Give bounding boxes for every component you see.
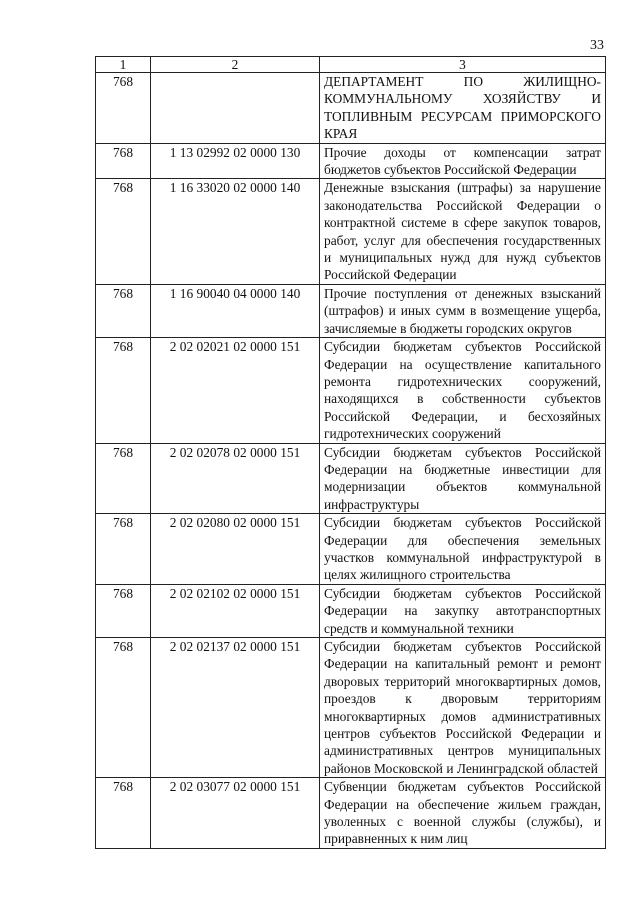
description-line: приравненных к ним лиц xyxy=(324,831,468,847)
revenue-code-cell: 2 02 02021 02 0000 151 xyxy=(151,338,320,443)
table-row xyxy=(96,143,606,179)
description-line: центров субъектов Российской Федерации и xyxy=(324,726,601,742)
revenue-description-cell xyxy=(320,284,606,337)
table-row xyxy=(96,179,606,284)
table-body xyxy=(96,73,606,849)
column-header-1: 1 xyxy=(96,57,151,73)
description-line: Федерации на закупку автотранспортных xyxy=(324,603,601,619)
administrator-code-cell: 768 xyxy=(96,73,151,144)
description-line: Российской Федерации xyxy=(324,267,457,283)
administrator-code-cell: 768 xyxy=(96,584,151,637)
description-line: муниципальных нужд для нужд субъектов xyxy=(339,250,601,266)
description-line: Субсидии бюджетам субъектов Российской xyxy=(324,585,601,601)
description-line: закупок товаров, работ, услуг для xyxy=(324,215,601,248)
administrator-code-cell: 768 xyxy=(96,284,151,337)
description-line: Денежные взыскания (штрафы) за xyxy=(324,180,532,196)
description-line: средств и коммунальной техники xyxy=(324,620,514,636)
description-line: целях жилищного строительства xyxy=(324,567,511,583)
revenue-description-cell xyxy=(320,443,606,514)
administrator-code-cell: 768 xyxy=(96,638,151,778)
revenue-code-cell: 2 02 02102 02 0000 151 xyxy=(151,584,320,637)
revenue-code-cell xyxy=(151,73,320,144)
administrator-code-cell: 768 xyxy=(96,338,151,443)
description-line: многоквартирных домов административных xyxy=(324,708,601,724)
table-row xyxy=(96,778,606,849)
description-line: обеспечения государственных и xyxy=(324,232,601,266)
description-line: Федерации на капитальный ремонт и ремонт xyxy=(324,656,601,672)
revenue-code-cell: 2 02 02080 02 0000 151 xyxy=(151,514,320,585)
revenue-description-cell xyxy=(320,638,606,778)
revenue-code-cell: 2 02 03077 02 0000 151 xyxy=(151,778,320,849)
description-line: округов xyxy=(527,320,572,336)
description-line: Субсидии бюджетам субъектов Российской xyxy=(324,515,601,531)
description-line: участков коммунальной инфраструктурой в xyxy=(324,549,601,565)
revenue-code-cell: 1 16 90040 04 0000 140 xyxy=(151,284,320,337)
description-line: ТОПЛИВНЫМ РЕСУРСАМ xyxy=(324,108,493,124)
revenue-description-cell xyxy=(320,778,606,849)
description-line: уволенных с военной службы (службы), и xyxy=(324,814,601,830)
description-line: КОММУНАЛЬНОМУ ХОЗЯЙСТВУ И xyxy=(324,91,601,107)
description-line: Федерации о контрактной системе в сфере xyxy=(324,197,601,231)
table-row xyxy=(96,443,606,514)
revenue-description-cell xyxy=(320,514,606,585)
table-header-row xyxy=(96,57,606,73)
description-line: домов, проездов к дворовым территориям xyxy=(324,673,601,707)
column-header-3: 3 xyxy=(320,57,606,73)
description-line: Субсидии бюджетам субъектов Российской xyxy=(324,639,601,654)
description-line: административных центров муниципальных xyxy=(324,743,601,759)
description-line: Прочие доходы от компенсации затрат xyxy=(324,144,601,160)
description-line: Федерации на осуществление капитального xyxy=(324,356,601,372)
table-row xyxy=(96,338,606,443)
revenue-description-cell xyxy=(320,584,606,637)
description-line: (штрафов) и иных сумм в возмещение xyxy=(324,303,551,319)
description-line: бюджетов субъектов Российской Федерации xyxy=(324,162,577,178)
table-row xyxy=(96,514,606,585)
description-line: областей xyxy=(547,760,598,776)
revenue-code-cell: 2 02 02137 02 0000 151 xyxy=(151,638,320,778)
description-line: ПРИМОРСКОГО КРАЯ xyxy=(324,108,601,142)
description-line: Федерации для обеспечения земельных xyxy=(324,532,601,548)
description-line: инфраструктуры xyxy=(324,496,420,512)
description-line: ущерба, зачисляемые в бюджеты городских xyxy=(324,303,601,336)
column-header-2: 2 xyxy=(151,57,320,73)
description-line: гидротехнических сооружений xyxy=(324,426,501,442)
description-line: Российской Федерации, и бесхозяйных xyxy=(324,408,601,424)
description-line: Прочие поступления от денежных взысканий xyxy=(324,285,601,301)
page-number: 33 xyxy=(590,38,604,53)
revenue-description-cell xyxy=(320,338,606,443)
description-line: ремонта гидротехнических сооружений, xyxy=(324,373,601,389)
description-line: нарушение законодательства Российской xyxy=(324,180,601,213)
administrator-code-cell: 768 xyxy=(96,143,151,179)
description-line: районов Московской и Ленинградской xyxy=(324,760,544,776)
description-line: Субвенции бюджетам субъектов Российской xyxy=(324,779,601,795)
revenue-description-cell xyxy=(320,179,606,284)
table-row xyxy=(96,73,606,144)
table-row xyxy=(96,284,606,337)
administrator-code-cell: 768 xyxy=(96,514,151,585)
administrator-code-cell: 768 xyxy=(96,179,151,284)
table-row xyxy=(96,638,606,778)
description-line: дворовых территорий многоквартирных xyxy=(324,673,558,689)
description-line: ДЕПАРТАМЕНТ ПО ЖИЛИЩНО- xyxy=(324,74,601,89)
revenue-code-cell: 2 02 02078 02 0000 151 xyxy=(151,443,320,514)
description-line: модернизации объектов коммунальной xyxy=(324,479,601,495)
revenue-code-cell: 1 13 02992 02 0000 130 xyxy=(151,143,320,179)
description-line: Федерации на обеспечение жильем граждан, xyxy=(324,796,601,812)
revenue-code-cell: 1 16 33020 02 0000 140 xyxy=(151,179,320,284)
administrator-code-cell: 768 xyxy=(96,778,151,849)
description-line: Федерации на бюджетные инвестиции для xyxy=(324,461,601,477)
description-line: Субсидии бюджетам субъектов Российской xyxy=(324,444,601,460)
budget-classification-table xyxy=(95,56,606,849)
revenue-description-cell xyxy=(320,73,606,144)
administrator-code-cell: 768 xyxy=(96,443,151,514)
description-line: находящихся в собственности субъектов xyxy=(324,391,601,407)
revenue-description-cell xyxy=(320,143,606,179)
description-line: Субсидии бюджетам субъектов Российской xyxy=(324,339,601,355)
table-row xyxy=(96,584,606,637)
